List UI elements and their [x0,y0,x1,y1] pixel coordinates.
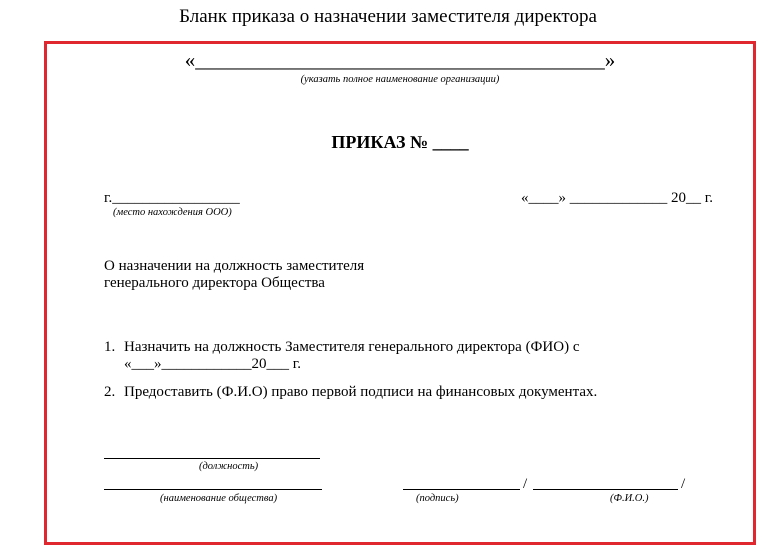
item-1-number: 1. [104,339,116,355]
city-line: г._________________ [104,190,240,206]
document-frame [44,41,756,545]
signature-hint: (подпись) [416,493,459,504]
order-title: ПРИКАЗ № ____ [331,132,469,152]
company-hint: (наименование общества) [160,493,278,504]
signature-slash-2: / [681,476,686,492]
fio-line [533,489,678,490]
fio-hint: (Ф.И.О.) [610,493,649,504]
item-2-text: Предоставить (Ф.И.О) право первой подписи на финансовых документах. [124,384,598,400]
signature-slash-1: / [523,476,528,492]
city-hint: (место нахождения ООО) [113,207,232,218]
item-2-number: 2. [104,384,116,400]
signature-line [403,489,520,490]
position-hint: (должность) [199,461,259,472]
subject-line-2: генерального директора Общества [104,275,325,291]
page-title: Бланк приказа о назначении заместителя директора [179,6,597,27]
position-line [104,458,320,459]
item-1-text: Назначить на должность Заместителя генерального директора (ФИО) с [124,339,580,355]
date-line: «____» _____________ 20__ г. [521,190,713,206]
company-line [104,489,322,490]
organization-line: «_______________________________________» [184,48,616,72]
item-1-date: «___»____________20___ г. [124,356,301,372]
subject-line-1: О назначении на должность заместителя [104,258,365,274]
organization-hint: (указать полное наименование организации) [300,74,500,85]
